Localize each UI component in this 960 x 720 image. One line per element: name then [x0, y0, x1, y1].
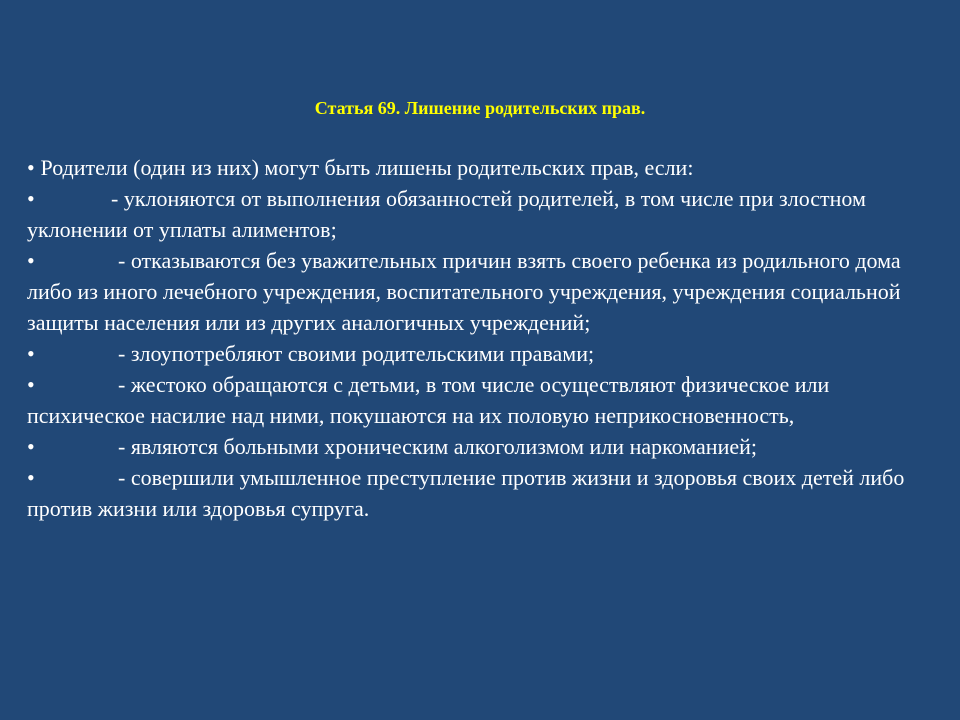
list-item	[27, 245, 947, 338]
list-item-text: - уклоняются от выполнения обязанностей родителей, в том числе при злостном уклонении от уплаты алиментов;	[27, 186, 866, 242]
list-item-text: - отказываются без уважительных причин взять своего ребенка из родильного дома либо из иного лечебного учреждения, воспитательного учреждения, учреждения социальной защиты населения или из других аналогичных учреждений;	[27, 248, 901, 335]
list-item-text: - жестоко обращаются с детьми, в том числе осуществляют физическое или психическое насилие над ними, покушаются на их половую неприкосновенность,	[27, 372, 830, 428]
bullet-icon: •	[27, 186, 35, 211]
intro-text: Родители (один из них) могут быть лишены родительских прав, если:	[40, 155, 694, 180]
slide-title: Статья 69. Лишение родительских прав.	[314, 98, 646, 118]
list-item	[27, 431, 947, 462]
list-item-text: - совершили умышленное преступление против жизни и здоровья своих детей либо против жизни или здоровья супруга.	[27, 465, 905, 521]
bullet-icon: •	[27, 248, 35, 273]
bullet-icon: •	[27, 341, 35, 366]
bullet-icon: •	[27, 372, 35, 397]
slide-body-list	[27, 152, 947, 524]
list-item-intro	[27, 152, 947, 183]
bullet-icon: •	[27, 434, 35, 459]
list-item	[27, 183, 947, 245]
list-item	[27, 338, 947, 369]
list-item	[27, 369, 947, 431]
bullet-icon: •	[27, 155, 35, 180]
list-item-text: - являются больными хроническим алкоголизмом или наркоманией;	[118, 434, 757, 459]
list-item-text: - злоупотребляют своими родительскими правами;	[118, 341, 595, 366]
bullet-icon: •	[27, 465, 35, 490]
list-item	[27, 462, 947, 524]
